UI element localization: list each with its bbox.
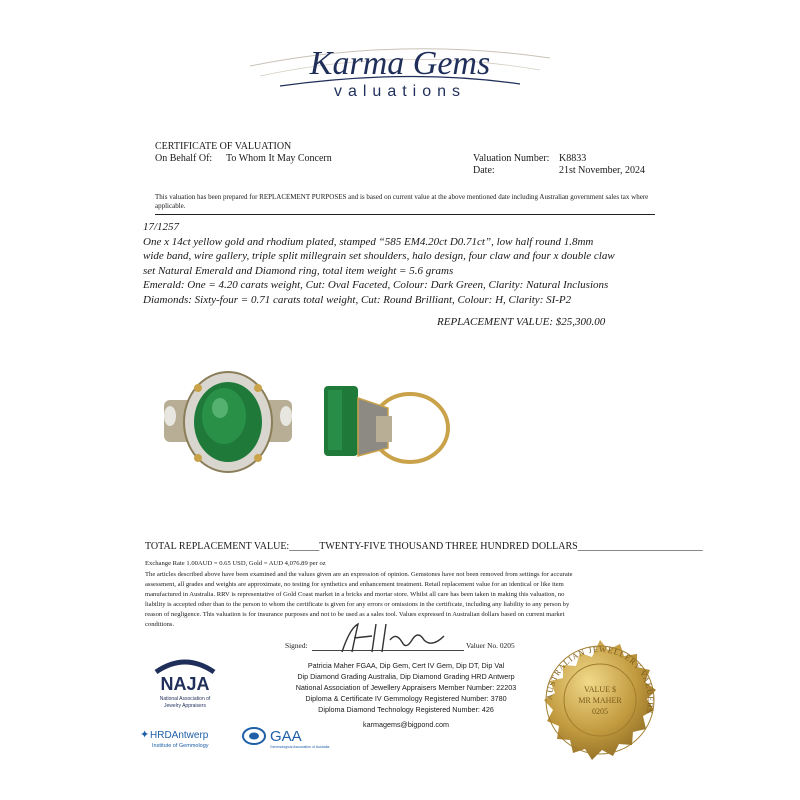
disclaimer-line: liability is accepted other than to the person to whom the certificate is given for any errors or omissions in the certificate, including any liability to any person by xyxy=(145,601,570,608)
divider xyxy=(155,214,655,215)
date-label: Date: xyxy=(473,165,495,176)
total-label: TOTAL REPLACEMENT VALUE: xyxy=(145,541,290,552)
valuation-number-label: Valuation Number: xyxy=(473,153,550,164)
item-line: set Natural Emerald and Diamond ring, total item weight = 5.6 grams xyxy=(143,264,454,277)
disclaimer-line: manufactured in Australia. RRV is representative of Gold Coast market in a bricks and mortar store. Whilst all care has been taken in making this valuation, no xyxy=(145,591,565,598)
karma-gems-logo xyxy=(240,28,560,108)
signed-label: Signed: xyxy=(285,641,308,650)
svg-text:MR MAHER: MR MAHER xyxy=(578,696,622,705)
logo-script: Karma Gems xyxy=(309,45,491,82)
item-ref: 17/1257 xyxy=(143,221,180,233)
svg-text:Institute of Gemmology: Institute of Gemmology xyxy=(152,743,209,749)
total-replacement-line xyxy=(145,540,703,553)
disclaimer-line: The articles described above have been examined and the values given are an expression of opinion. Gemstones have not been removed from settings for accurate xyxy=(145,571,573,578)
total-fill-1: ______ xyxy=(289,541,320,552)
date-value: 21st November, 2024 xyxy=(559,165,645,176)
item-line: Emerald: One = 4.20 carats weight, Cut: Oval Faceted, Colour: Dark Green, Clarity: Natural Inclusions xyxy=(143,279,609,291)
valuer-line: Diploma Diamond Technology Registered Number: 426 xyxy=(318,705,494,714)
valuer-line: Diploma & Certificate IV Gemmology Registered Number: 3780 xyxy=(305,694,507,703)
svg-text:NAJA: NAJA xyxy=(160,674,210,694)
svg-text:AUSTRALIAN JEWELLERY VALUERS: AUSTRALIAN JEWELLERY VALUERS xyxy=(544,644,656,716)
item-line: wide band, wire gallery, triple split millegrain set shoulders, halo design, four claw and four x double claw xyxy=(143,250,615,262)
valuer-email: karmagems@bigpond.com xyxy=(363,720,449,729)
svg-text:VALUE $: VALUE $ xyxy=(583,685,617,694)
svg-text:Jewelry Appraisers: Jewelry Appraisers xyxy=(164,703,206,709)
valuer-line: Patricia Maher FGAA, Dip Gem, Cert IV Gem, Dip DT, Dip Val xyxy=(307,661,505,670)
replacement-value: REPLACEMENT VALUE: $25,300.00 xyxy=(437,316,606,328)
valuation-number: K8833 xyxy=(559,153,587,164)
total-fill-2: _________________________ xyxy=(577,541,703,552)
svg-text:✦: ✦ xyxy=(140,729,150,741)
svg-text:HRDAntwerp: HRDAntwerp xyxy=(150,730,209,741)
svg-text:National Association of: National Association of xyxy=(159,696,211,702)
behalf-value: To Whom It May Concern xyxy=(226,153,332,164)
disclaimer-line: conditions. xyxy=(145,621,175,628)
svg-text:0205: 0205 xyxy=(592,707,608,716)
gaa-logo xyxy=(240,724,340,750)
hrd-antwerp-logo xyxy=(138,726,238,750)
svg-text:GAA: GAA xyxy=(270,728,302,745)
ring-side-photo xyxy=(318,378,458,478)
naja-logo xyxy=(150,650,220,710)
purpose-note: This valuation has been prepared for REPLACEMENT PURPOSES and is based on current value at the above mentioned date including Australian government sales tax where applicable. xyxy=(155,193,649,210)
ring-front-photo xyxy=(158,368,298,480)
valuer-line: Dip Diamond Grading Australia, Dip Diamond Grading HRD Antwerp xyxy=(297,672,515,681)
disclaimer-line: reason of negligence. This valuation is for insurance purposes and not to be used as a sales tool. Values expressed in Australian dollars based on current market xyxy=(145,611,565,618)
behalf-label: On Behalf Of: xyxy=(155,153,213,164)
total-words: TWENTY-FIVE THOUSAND THREE HUNDRED DOLLARS xyxy=(319,541,578,552)
valuer-details xyxy=(256,660,556,730)
svg-text:Gemmological Association of Au: Gemmological Association of Australia xyxy=(270,745,330,749)
item-line: Diamonds: Sixty-four = 0.71 carats total weight, Cut: Round Brilliant, Colour: H, Clarity: SI-P2 xyxy=(143,293,572,306)
exchange-rate: Exchange Rate 1.00AUD = 0.65 USD, Gold = AUD 4,076.89 per oz xyxy=(145,560,326,567)
item-description xyxy=(143,220,663,307)
logo-sub: valuations xyxy=(333,83,467,100)
valuer-line: National Association of Jewellery Appraisers Member Number: 22203 xyxy=(295,683,517,692)
gold-seal xyxy=(530,630,670,770)
handwritten-signature xyxy=(332,618,472,658)
disclaimer-line: assessment, all grades and weights are approximate, no testing for synthetics and enhancement treatment. Retail replacement value for an identical or like item xyxy=(145,581,564,588)
certificate-title: CERTIFICATE OF VALUATION xyxy=(155,141,292,152)
valuer-number: Valuer No. 0205 xyxy=(466,641,515,650)
item-line: One x 14ct yellow gold and rhodium plated, stamped “585 EM4.20ct D0.71ct”, low half round 1.8mm xyxy=(143,235,594,248)
